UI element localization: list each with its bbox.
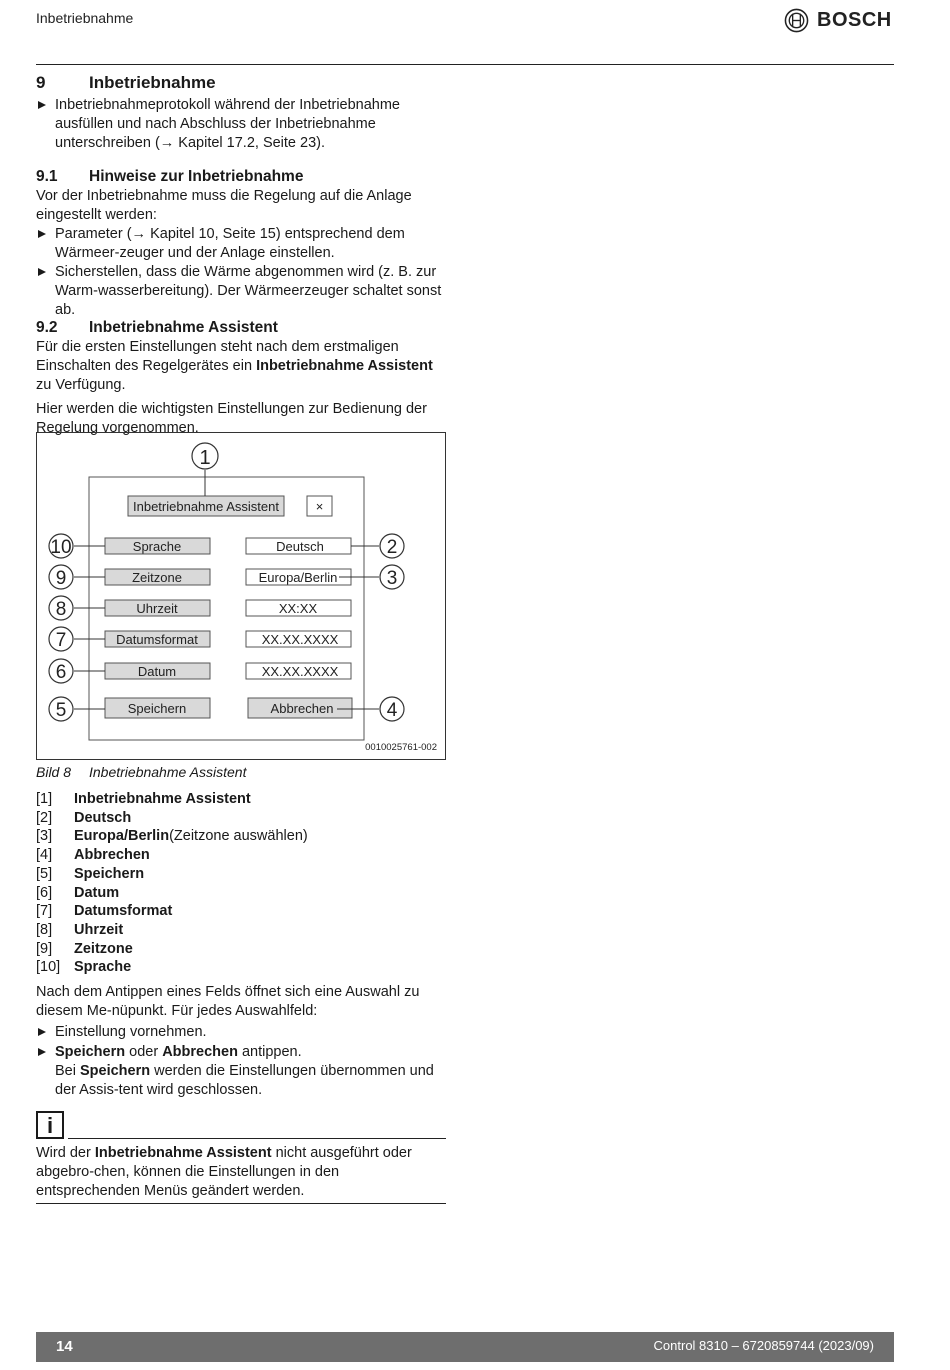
section-title: Inbetriebnahme (89, 73, 216, 92)
paragraph: Nach dem Antippen eines Felds öffnet sich eine Auswahl zu diesem Me-nüpunkt. Für jedes Auswahlfeld: (36, 984, 420, 1019)
image-id: 0010025761-002 (365, 742, 437, 753)
legend-item: [5] Speichern (36, 865, 145, 882)
section-9-heading (36, 72, 446, 94)
legend-item: [9] Zeitzone (36, 940, 133, 957)
setting-value: XX.XX.XXXX (261, 664, 339, 679)
legend-item: [6] Datum (36, 884, 120, 901)
legend-item: [3] Europa/Berlin (Zeitzone auswählen) (36, 828, 308, 845)
section-9-1-heading (36, 167, 446, 187)
setting-value: Europa/Berlin (258, 570, 338, 585)
callout-number: 3 (386, 568, 398, 589)
callout-number: 4 (386, 700, 398, 721)
section-number: 9.1 (36, 168, 58, 185)
setting-label: Uhrzeit (136, 601, 178, 616)
bullet-item: Einstellung vornehmen. (36, 1023, 446, 1042)
paragraph: Hier werden die wichtigsten Einstellungen zur Bedienung der Regelung vorgenommen. (36, 401, 427, 436)
info-text (36, 1144, 446, 1201)
setting-label: Zeitzone (132, 570, 182, 585)
figure-assistant (36, 432, 446, 760)
legend-item: [7] Datumsformat (36, 903, 173, 920)
info-rule (68, 1138, 446, 1139)
title-label: Inbetriebnahme Assistent (133, 499, 279, 514)
callout-number: 6 (55, 662, 67, 683)
setting-value: Deutsch (276, 539, 324, 554)
sub-paragraph: Bei Speichern werden die Einstellungen übernommen und der Assis-tent wird geschlossen. (55, 1063, 434, 1098)
page-number: 14 (56, 1338, 73, 1355)
callout-number: 9 (55, 568, 67, 589)
header-title: Inbetriebnahme (36, 10, 134, 26)
section-number: 9.2 (36, 319, 58, 336)
section-9-2-heading (36, 318, 446, 338)
setting-value: XX:XX (278, 601, 318, 616)
assistant-illustration (37, 433, 447, 761)
paragraph: Wird der Inbetriebnahme Assistent nicht ausgeführt oder abgebro-chen, können die Einstellungen in den entsprechenden Menüs geändert werden. (36, 1145, 412, 1199)
caption-text: Inbetriebnahme Assistent (89, 764, 247, 780)
bosch-armature-icon (784, 8, 809, 33)
page-footer (36, 1332, 894, 1362)
legend-item: [8] Uhrzeit (36, 921, 124, 938)
setting-label: Datumsformat (116, 632, 198, 647)
callout-number: 1 (199, 447, 211, 469)
paragraph: Für die ersten Einstellungen steht nach dem erstmaligen Einschalten des Regelgerätes ein Inbetriebnahme Assistent zu Verfügung. (36, 339, 433, 393)
bosch-logo (784, 8, 892, 33)
section-number: 9 (36, 73, 46, 92)
section-title: Inbetriebnahme Assistent (89, 319, 278, 336)
brand-name: BOSCH (817, 9, 892, 31)
info-icon: i (36, 1111, 64, 1139)
legend-item: [10] Sprache (36, 959, 132, 976)
bullet-item: Speichern oder Abbrechen antippen. (36, 1043, 446, 1062)
cancel-label: Abbrechen (270, 701, 334, 716)
legend-item: [4] Abbrechen (36, 847, 150, 864)
info-bottom-rule (36, 1203, 446, 1204)
callout-number: 2 (386, 537, 398, 558)
document-id: Control 8310 – 6720859744 (2023/09) (653, 1338, 874, 1353)
callout-number: 10 (50, 537, 72, 558)
bullet-item: Parameter (→ Kapitel 10, Seite 15) entsprechend dem Wärmeer-zeuger und der Anlage einstellen. (36, 225, 446, 263)
section-9 (36, 72, 446, 153)
callout-number: 7 (55, 630, 67, 651)
figure-caption (36, 764, 246, 780)
section-9-2 (36, 318, 446, 438)
save-label: Speichern (127, 701, 187, 716)
figure-legend (36, 790, 308, 977)
setting-value: XX.XX.XXXX (261, 632, 339, 647)
callout-number: 8 (55, 599, 67, 620)
instructions (36, 983, 446, 1100)
section-9-1 (36, 167, 446, 320)
legend-item: [1] Inbetriebnahme Assistent (36, 791, 251, 807)
setting-label: Datum (137, 664, 177, 679)
caption-number: Bild 8 (36, 764, 72, 780)
close-icon: × (315, 499, 324, 514)
bullet-item: Inbetriebnahmeprotokoll während der Inbetriebnahme ausfüllen und nach Abschluss der Inbetriebnahme unterschreiben (→ Kapitel 17.2, Seite 23). (36, 96, 446, 153)
setting-label: Sprache (132, 539, 182, 554)
bullet-item: Sicherstellen, dass die Wärme abgenommen wird (z. B. zur Warm-wasserbereitung). Der Wärmeerzeuger schaltet sonst ab. (36, 263, 446, 320)
section-title: Hinweise zur Inbetriebnahme (89, 168, 304, 185)
legend-item: [2] Deutsch (36, 809, 132, 826)
header-rule (36, 64, 894, 65)
callout-number: 5 (55, 700, 67, 721)
paragraph: Vor der Inbetriebnahme muss die Regelung auf die Anlage eingestellt werden: (36, 188, 412, 223)
